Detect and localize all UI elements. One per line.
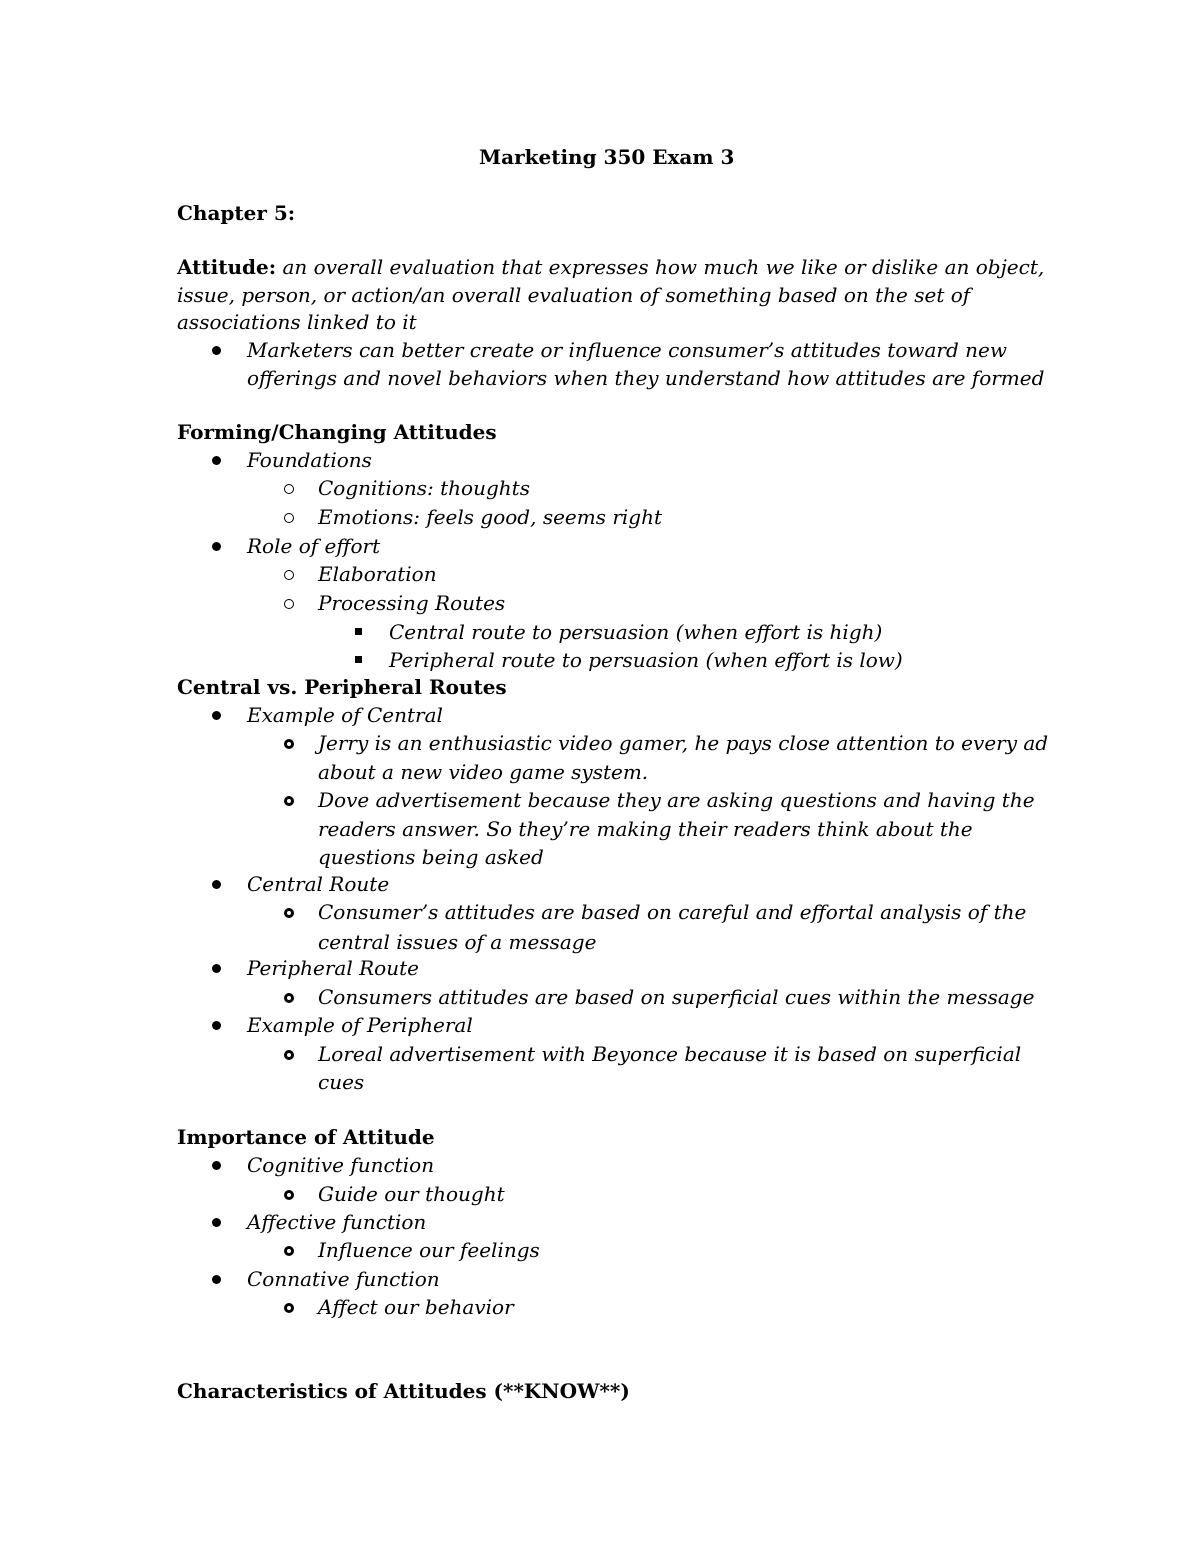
- processing-routes-item: Processing Routes: [318, 591, 506, 615]
- guide-thought-item: Guide our thought: [318, 1182, 505, 1206]
- peripheral-persuasion-item: Peripheral route to persuasion (when effort is low): [389, 648, 903, 672]
- bullet-circle-icon: [284, 1190, 294, 1200]
- central-vs-peripheral-heading: Central vs. Peripheral Routes: [177, 675, 507, 699]
- bullet-disc-icon: [212, 1161, 221, 1170]
- peripheral-route-item: Peripheral Route: [247, 956, 419, 980]
- bullet-circle-icon: [284, 993, 294, 1003]
- affective-function-item: Affective function: [247, 1210, 427, 1234]
- bullet-disc-icon: [212, 456, 221, 465]
- marketers-bullet-line-2: offerings and novel behaviors when they understand how attitudes are formed: [247, 366, 1045, 390]
- importance-heading: Importance of Attitude: [177, 1125, 435, 1149]
- cognitions-item: Cognitions: thoughts: [318, 476, 530, 500]
- bullet-circle-icon: [284, 484, 294, 494]
- attitude-definition-text: an overall evaluation that expresses how much we like or dislike an object,: [282, 255, 1045, 279]
- characteristics-heading: Characteristics of Attitudes (**KNOW**): [177, 1379, 630, 1403]
- dove-example-line-2: readers answer. So they’re making their readers think about the: [318, 817, 973, 841]
- bullet-circle-icon: [284, 1050, 294, 1060]
- role-of-effort-item: Role of effort: [247, 534, 381, 558]
- bullet-circle-icon: [284, 908, 294, 918]
- bullet-disc-icon: [212, 1275, 221, 1284]
- peripheral-route-desc: Consumers attitudes are based on superficial cues within the message: [318, 985, 1035, 1009]
- emotions-item: Emotions: feels good, seems right: [318, 505, 663, 529]
- loreal-example-line-2: cues: [318, 1070, 365, 1094]
- jerry-example-line-2: about a new video game system.: [318, 760, 649, 784]
- bullet-circle-icon: [284, 796, 294, 806]
- bullet-circle-icon: [284, 513, 294, 523]
- elaboration-item: Elaboration: [318, 562, 437, 586]
- bullet-square-icon: [355, 656, 362, 663]
- forming-changing-heading: Forming/Changing Attitudes: [177, 420, 497, 444]
- bullet-circle-icon: [284, 1303, 294, 1313]
- central-route-desc-line-1: Consumer’s attitudes are based on careful and effortal analysis of the: [318, 900, 1027, 924]
- document-title: Marketing 350 Exam 3: [479, 145, 735, 169]
- connative-function-item: Connative function: [247, 1267, 440, 1291]
- bullet-disc-icon: [212, 711, 221, 720]
- cognitive-function-item: Cognitive function: [247, 1153, 435, 1177]
- bullet-circle-icon: [284, 739, 294, 749]
- chapter-heading: Chapter 5:: [177, 201, 296, 225]
- central-route-desc-line-2: central issues of a message: [318, 930, 597, 954]
- attitude-definition-line-3: associations linked to it: [177, 310, 417, 334]
- attitude-term: Attitude:: [177, 255, 277, 279]
- example-peripheral-item: Example of Peripheral: [247, 1013, 473, 1037]
- influence-feelings-item: Influence our feelings: [318, 1238, 540, 1262]
- foundations-item: Foundations: [247, 448, 372, 472]
- attitude-definition-line-2: issue, person, or action/an overall evaluation of something based on the set of: [177, 283, 971, 307]
- dove-example-line-3: questions being asked: [318, 845, 544, 869]
- marketers-bullet-line-1: Marketers can better create or influence consumer’s attitudes toward new: [247, 338, 1007, 362]
- bullet-disc-icon: [212, 542, 221, 551]
- central-route-item: Central Route: [247, 872, 390, 896]
- bullet-circle-icon: [284, 599, 294, 609]
- example-central-item: Example of Central: [247, 703, 443, 727]
- dove-example-line-1: Dove advertisement because they are asking questions and having the: [318, 788, 1035, 812]
- bullet-disc-icon: [212, 346, 221, 355]
- jerry-example-line-1: Jerry is an enthusiastic video gamer, he pays close attention to every ad: [318, 731, 1049, 755]
- affect-behavior-item: Affect our behavior: [318, 1295, 514, 1319]
- bullet-disc-icon: [212, 1218, 221, 1227]
- bullet-circle-icon: [284, 570, 294, 580]
- bullet-disc-icon: [212, 880, 221, 889]
- bullet-disc-icon: [212, 964, 221, 973]
- loreal-example-line-1: Loreal advertisement with Beyonce because it is based on superficial: [318, 1042, 1022, 1066]
- central-persuasion-item: Central route to persuasion (when effort is high): [389, 620, 883, 644]
- bullet-circle-icon: [284, 1246, 294, 1256]
- bullet-square-icon: [355, 628, 362, 635]
- bullet-disc-icon: [212, 1021, 221, 1030]
- attitude-definition-line-1: [177, 253, 1044, 281]
